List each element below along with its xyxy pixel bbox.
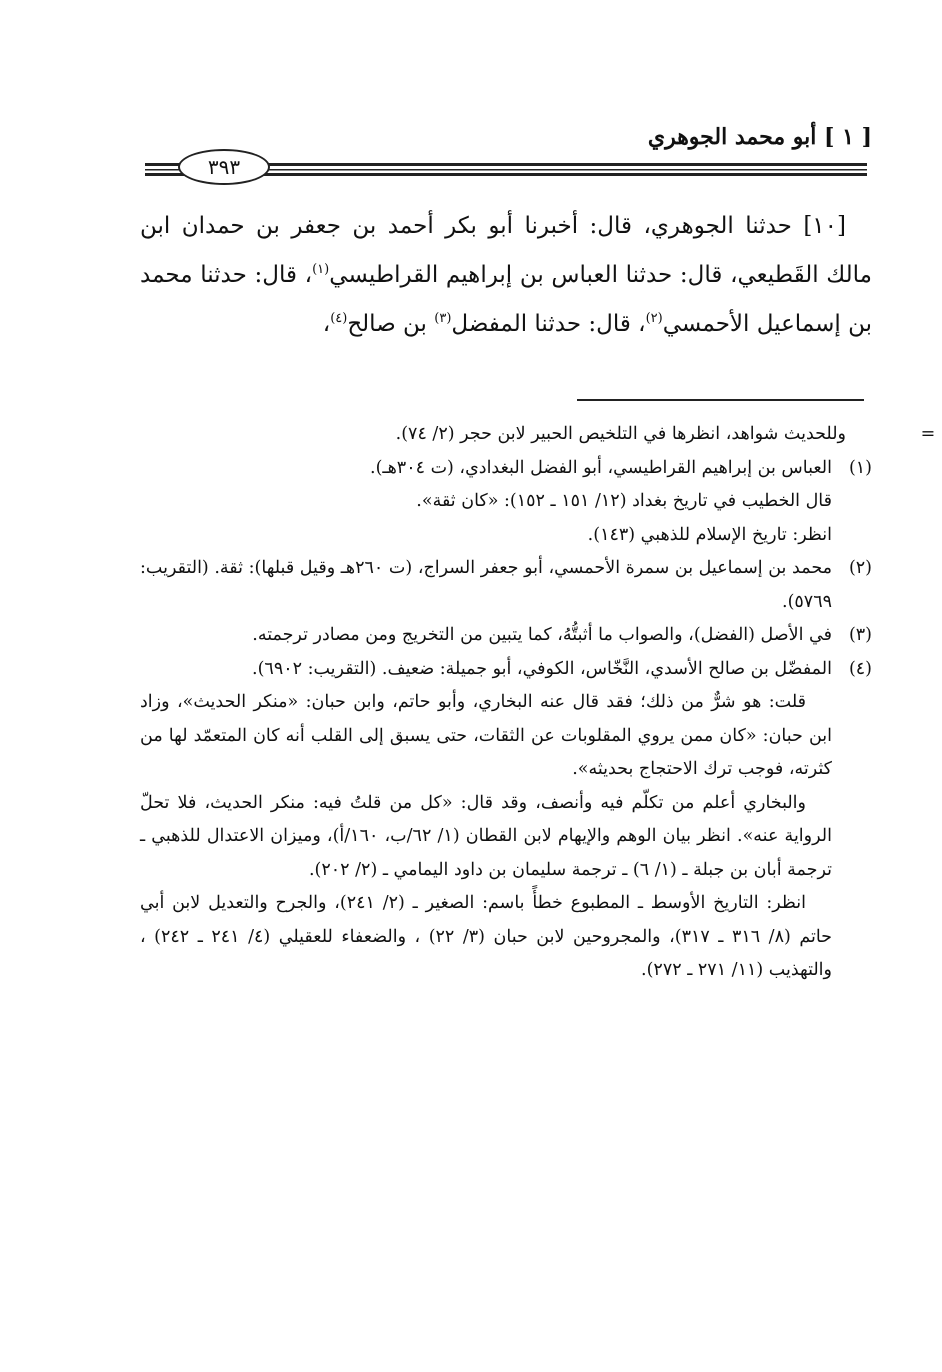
continuation-mark: = [920,424,936,444]
footnote-paragraph: انظر: التاريخ الأوسط ـ المطبوع خطأً باسم: الصغير ـ (٢/ ٢٤١)، والجرح والتعديل لابن أبي حاتم (٨/ ٣١٦ ـ ٣١٧)، والمجروحين لابن حبان (٣/ ٢٢) ، والضعفاء للعقيلي (٤/ ٢٤١ ـ ٢٤٢) ، والتهذيب (١١/ ٢٧١ ـ ٢٧٢). [140,893,832,980]
footnotes [140,418,936,988]
footnote-paragraph: والبخاري أعلم من تكلّم فيه وأنصف، وقد قال: «كل من قلتُ فيه: منكر الحديث، فلا تحلّ الرواية عنه». انظر بيان الوهم والإيهام لابن القطان (١/ ٦٢/ب، ١٦٠/أ)، وميزان الاعتدال للذهبي ـ ترجمة أبان بن جبلة ـ (١/ ٦) ـ ترجمة سليمان بن داود اليمامي ـ (٢/ ٢٠٢). [140,792,832,880]
footnote-number: (١) [848,457,872,478]
footnote-paragraph: قلت: هو شرٌّ من ذلك؛ فقد قال عنه البخاري، وأبو حاتم، وابن حبان: «منكر الحديث»، وزاد ابن حبان: «كان ممن يروي المقلوبات عن الثقات، حتى يسبق إلى القلب أنه كان المتعمّد لها من كثرته، فوجب ترك الاحتجاج بحديثه». [140,692,832,779]
footnote-ref-3[interactable]: (٣) [434,311,452,326]
footnote-ref-1[interactable]: (١) [312,262,330,277]
footnote-continuation: = وللحديث شواهد، انظرها في التلخيص الحبير لابن حجر (٢/ ٧٤). [140,418,872,452]
hadith-paragraph: [١٠] حدثنا الجوهري، قال: أخبرنا أبو بكر أحمد بن جعفر بن حمدان ابن مالك القَطيعي، قال: حدثنا العباس بن إبراهيم القراطيسي$^{(١)}$، قال: حدثنا محمد بن إسماعيل الأحمسي$^{(٢)}$، قال: حدثنا المفضل$^{(٣)}$ بن صالح$^{(٤)}$، [140,213,872,337]
footnote-number: (٤) [848,658,872,679]
main-text [140,202,872,349]
footnote-2: (٢) محمد بن إسماعيل بن سمرة الأحمسي، أبو جعفر السراج، (ت ٢٦٠هـ وقيل قبلها): ثقة. (التقريب: ٥٧٦٩). [140,552,872,619]
footnote-1: (١) العباس بن إبراهيم القراطيسي، أبو الفضل البغدادي، (ت ٣٠٤هـ). قال الخطيب في تاريخ بغداد (١٢/ ١٥١ ـ ١٥٢): «كان ثقة». انظر: تاريخ الإسلام للذهبي (١٤٣). [140,452,872,553]
running-title: [ ١ ] أبو محمد الجوهري [647,124,872,150]
footnote-separator [577,399,864,401]
page-number: ٣٩٣ [178,149,270,185]
footnote-ref-4[interactable]: (٤) [330,311,348,326]
footnote-number: (٢) [848,558,872,578]
footnote-number: (٣) [848,625,872,645]
footnote-ref-2[interactable]: (٢) [645,311,663,326]
footnote-3: (٣) في الأصل (الفضل)، والصواب ما أثبتُّهُ، كما يتبين من التخريج ومن مصادر ترجمته. [140,619,872,653]
footnote-4: (٤) المفضّل بن صالح الأسدي، النَّخّاس، الكوفي، أبو جميلة: ضعيف. (التقريب: ٦٩٠٢). قلت: هو شرٌّ من ذلك؛ فقد قال عنه البخاري، وأبو حاتم، وابن حبان: «منكر الحديث»، وزاد ابن حبان: «كان ممن يروي المقلوبات عن الثقات، حتى يسبق إلى القلب أنه كان المتعمّد لها من كثرته، فوجب ترك الاحتجاج بحديثه». والبخاري أعلم من تكلّم فيه وأنصف، وقد قال: «كل من قلتُ فيه: منكر الحديث، فلا تحلّ الرواية عنه». انظر بيان الوهم والإيهام لابن القطان (١/ ٦٢/ب، ١٦٠/أ)، وميزان الاعتدال للذهبي ـ ترجمة أبان بن جبلة ـ (١/ ٦) ـ ترجمة سليمان بن داود اليمامي ـ (٢/ ٢٠٢). انظر: التاريخ الأوسط ـ المطبوع خطأً باسم: الصغير ـ (٢/ ٢٤١)، والجرح والتعديل لابن أبي حاتم (٨/ ٣١٦ ـ ٣١٧)، والمجروحين لابن حبان (٣/ ٢٢) ، والضعفاء للعقيلي (٤/ ٢٤١ ـ ٢٤٢) ، والتهذيب (١١/ ٢٧١ ـ ٢٧٢). [140,653,872,988]
